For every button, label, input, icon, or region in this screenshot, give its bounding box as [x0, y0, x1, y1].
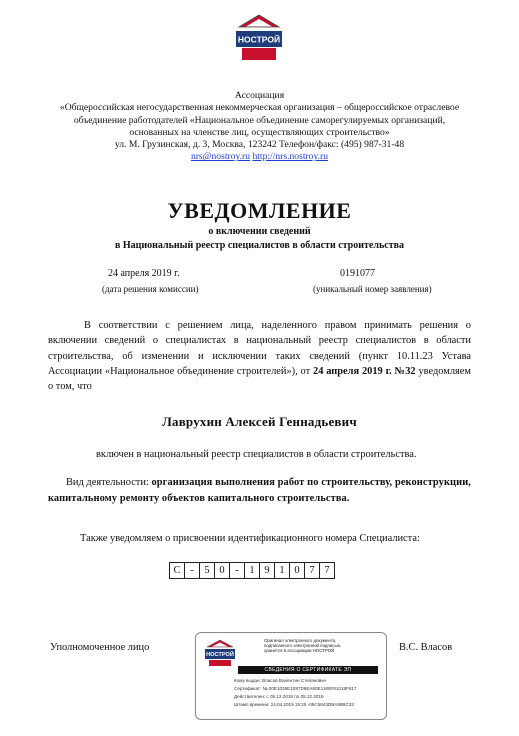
logo-graphic	[234, 14, 284, 66]
specialist-name: Лаврухин Алексей Геннадьевич	[162, 414, 357, 429]
header-address: ул. М. Грузинская, д. 3, Москва, 123242 Телефон/факс: (495) 987-31-48	[114, 139, 405, 151]
activity-label: Вид деятельности:	[66, 477, 152, 488]
id-cell: -	[230, 563, 245, 579]
main-paragraph-text: В соответствии с решением лица, наделенного правом принимать решения о включении сведений о специалистах в национальный реестр специалистов в области строительства, об изменении и исключении таких сведений (пункт 10.11.23 Устава Ассоциации «Национальное объединение строителей»), от	[48, 320, 471, 377]
stamp-logo-base	[209, 660, 231, 666]
stamp-valid: Действителен: с 05.12.2018 по 05.12.2019	[234, 694, 324, 699]
activity-value: организация выполнения работ по строительству, реконструкции, капитальному ремонту объектов капитального строительства.	[48, 477, 471, 504]
decision-reference: 24 апреля 2019 г. №32	[313, 365, 416, 377]
activity-paragraph	[48, 475, 471, 506]
stamp-timestamp: Штамп времени: 24.04.2019 15:25 -09C6643DBA95BC33	[234, 702, 354, 707]
inclusion-text: включен в национальный реестр специалистов в области строительства.	[96, 449, 417, 460]
stamp-certificate-bar: СВЕДЕНИЯ О СЕРТИФИКАТЕ ЭП	[238, 666, 378, 674]
header-line-3: объединение работодателей «Национальное объединение саморегулируемых организаций,	[73, 114, 446, 126]
header-line-1: Ассоциация	[234, 90, 285, 101]
document-subtitle-1: о включении сведений	[208, 226, 311, 237]
id-cell: 7	[305, 563, 320, 579]
id-cell: 9	[260, 563, 275, 579]
main-paragraph	[48, 318, 471, 394]
header-line-2: «Общероссийская негосударственная некоммерческая организация – общероссийское отраслевое	[59, 102, 460, 114]
id-cell: 1	[275, 563, 290, 579]
stamp-head-line-1: Оригинал электронного документа,	[264, 638, 337, 643]
signer-name: В.С. Власов	[399, 642, 453, 653]
specialist-id-table	[169, 562, 335, 579]
stamp-logo-graphic	[204, 639, 236, 667]
application-number-caption: (уникальный номер заявления)	[313, 284, 432, 294]
stamp-certificate: Сертификат: № 00E1036E1097D6EA60E1185F81018F617	[234, 686, 357, 691]
document-title: УВЕДОМЛЕНИЕ	[167, 198, 352, 223]
association-header	[0, 90, 519, 164]
main-paragraph-end: уведомляем о том, что	[48, 365, 471, 393]
stamp-issued-to: Кому выдан: Власов Валентин Степанович	[234, 678, 327, 683]
stamp-logo-text: НОСТРОЙ	[206, 652, 234, 659]
id-cell: -	[185, 563, 200, 579]
stamp-head-line-3: хранится в ассоциации НОСТРОЙ	[264, 648, 335, 654]
id-cell: 5	[200, 563, 215, 579]
logo-text: НОСТРОЙ	[237, 34, 281, 45]
stamp-details	[234, 677, 384, 709]
id-cell: 0	[290, 563, 305, 579]
application-number: 0191077	[340, 268, 375, 279]
decision-date-caption: (дата решения комиссии)	[102, 284, 199, 294]
electronic-signature-stamp	[195, 632, 387, 720]
decision-date: 24 апреля 2019 г.	[108, 268, 180, 279]
id-cell: 1	[245, 563, 260, 579]
document-subtitle-2: в Национальный реестр специалистов в области строительства	[114, 240, 405, 251]
header-line-4: основанных на членстве лиц, осуществляющих строительство»	[129, 126, 390, 138]
email-link[interactable]: nrs@nostroy.ru	[190, 151, 251, 163]
logo-base	[242, 48, 276, 60]
stamp-head-line-2: подписанного электронной подписью,	[264, 643, 342, 649]
id-notice: Также уведомляем о присвоении идентификационного номера Специалиста:	[80, 533, 420, 544]
stamp-header	[264, 638, 382, 654]
id-cell: С	[170, 563, 185, 579]
signer-label: Уполномоченное лицо	[50, 642, 150, 653]
site-link[interactable]: http://nrs.nostroy.ru	[252, 151, 329, 163]
id-cell: 7	[320, 563, 335, 579]
nostroy-logo	[234, 14, 284, 66]
id-cell: 0	[215, 563, 230, 579]
header-contacts	[0, 151, 519, 163]
stamp-logo	[204, 639, 236, 667]
